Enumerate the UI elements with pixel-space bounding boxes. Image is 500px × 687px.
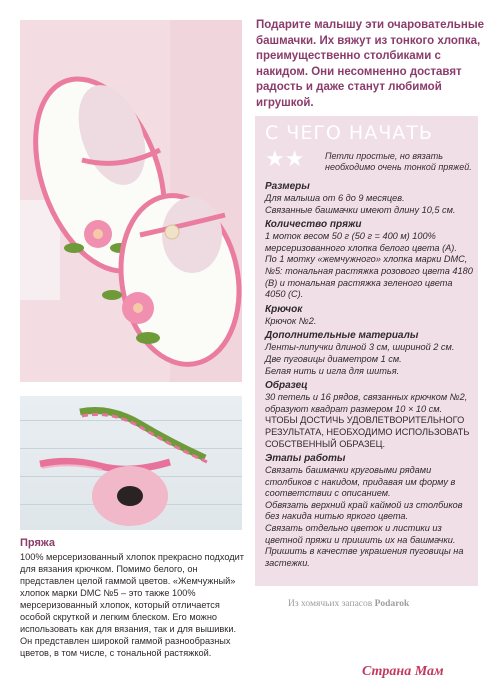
intro-text: Подарите малышу эти очаровательные башмачки. Их вяжут из тонкого хлопка, преимущественно столбиками с накидом. Они несомненно доставят радость и даже станут любимой игрушкой. [256,19,485,109]
difficulty-stars-icon: ★★ [265,146,305,171]
section-line: Две пуговицы диаметром 1 см. [265,353,402,364]
section-line: Связать отдельно цветок и листики из цветной пряжи и пришить их на башмачки. [265,523,456,545]
difficulty-text: Петли простые, но вязать необходимо очень тонкой пряжей. [325,151,472,172]
section-line: Связать башмачки круговыми рядами столбиков с накидом, придавая им форму в соответствии с описанием. [265,465,456,499]
section-line: Белая нить и игла для шитья. [265,365,400,376]
watermark: Страна Мам [362,664,444,679]
section-heading-steps: Этапы работы [265,453,346,465]
section-line: Связанные башмачки имеют длину 10,5 см. [265,204,456,215]
source-name: Podarok [374,599,410,609]
yarn-photo [20,396,242,530]
section-heading-materials: Дополнительные материалы [265,330,419,342]
section-line: 30 петель и 16 рядов, связанных крючком №2, образуют квадрат размером 10 × 10 см. [265,392,468,414]
section-line: Для малыша от 6 до 9 месяцев. [265,193,405,203]
section-heading-sizes: Размеры [265,181,310,192]
panel-title: С ЧЕГО НАЧАТЬ [265,122,433,144]
source-credit [288,599,409,609]
source-prefix: Из хомячьих запасов [288,599,373,609]
baby-shoes-illustration [20,20,242,382]
section-line: Крючок №2. [265,315,317,326]
section-line: 1 моток весом 50 г (50 г = 400 м) 100% мерсеризованного хлопка белого цвета (A). [265,231,457,253]
yarn-body: 100% мерсеризованный хлопок прекрасно подходит для вязания крючком. Помимо белого, он представлен целой гаммой цветов. «Жемчужный» хлопок марки DMC №5 – это также 100% мерсеризованный хлопок, который отличается особой скруткой и легким блеском. Его можно использовать как для вязания, так и для вышивки. Он представлен широкой гаммой разнообразных цветов, в том числе, с тональной растяжкой. [20,552,245,658]
panel-content [265,178,475,569]
section-heading-hook: Крючок [265,303,303,315]
section-line: Пришить в качестве украшения пуговицы на застежки. [265,546,464,568]
yarn-illustration [20,396,242,530]
yarn-title: Пряжа [20,537,55,549]
getting-started-panel [255,116,478,586]
section-line: Обвязать верхний край каймой из столбиков без накида нитью яркого цвета. [265,499,463,522]
section-heading-yarn-amount: Количество пряжи [265,219,362,231]
section-line: Ленты-липучки длиной 3 см, шириной 2 см. [265,342,455,353]
section-heading-gauge: Образец [265,380,308,392]
section-line: По 1 мотку «жемчужного» хлопка марки DMC, №5: тональная растяжка розового цвета 4180 (B) и тональная растяжка зеленого цвета 4050 (C). [265,254,473,300]
section-line: ЧТОБЫ ДОСТИЧЬ УДОВЛЕТВОРИТЕЛЬНОГО РЕЗУЛЬТАТА, НЕОБХОДИМО ИСПОЛЬЗОВАТЬ СОБСТВЕННЫЙ ОБРАЗЕЦ. [265,415,470,449]
baby-shoes-photo [20,20,242,382]
